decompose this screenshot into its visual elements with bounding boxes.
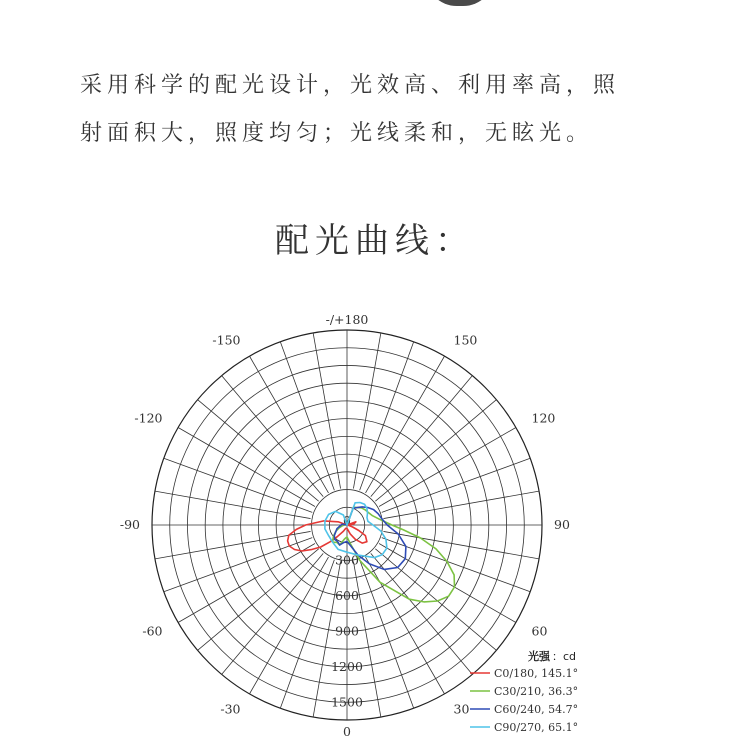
grid-spoke [383, 531, 539, 558]
radial-label: 600 [335, 587, 359, 603]
intro-line-2: 射面积大，照度均匀；光线柔和，无眩光。 [80, 121, 594, 146]
legend-label-3: C90/270, 65.1° [494, 721, 579, 734]
series-line-3 [325, 503, 387, 558]
angle-label: -90 [119, 517, 140, 532]
angle-label: -120 [134, 410, 163, 426]
angle-label: 150 [453, 332, 478, 348]
angle-label: 90 [554, 517, 570, 532]
radial-label: 1200 [331, 658, 363, 674]
angle-label: -150 [212, 332, 241, 348]
radial-label: 0 [343, 513, 351, 528]
angle-label: 30 [453, 701, 470, 717]
angle-label: 0 [343, 724, 351, 739]
legend-title-unit: ：cd [552, 650, 577, 663]
angle-label: -30 [220, 701, 241, 717]
radial-label: 1500 [331, 694, 363, 710]
grid-spoke [383, 491, 539, 518]
legend-label-1: C30/210, 36.3° [494, 685, 579, 698]
intro-line-1: 采用科学的配光设计，光效高、利用率高，照 [80, 73, 621, 98]
legend-title-label: 光强 [528, 650, 550, 663]
grid-spoke [155, 531, 311, 558]
angle-label: -/+180 [325, 312, 369, 327]
radial-label: 300 [335, 552, 359, 568]
angle-label: -60 [142, 623, 163, 639]
series-line-0 [288, 521, 367, 551]
grid-spoke [155, 491, 311, 518]
grid-spoke [353, 333, 380, 489]
angle-label: 120 [531, 410, 556, 426]
legend-label-2: C60/240, 54.7° [494, 703, 579, 716]
radial-label: 900 [335, 623, 359, 639]
section-title: 配光曲线： [275, 221, 475, 261]
legend-label-0: C0/180, 145.1° [494, 667, 579, 680]
angle-label: 60 [531, 623, 548, 639]
grid-spoke [313, 333, 340, 489]
